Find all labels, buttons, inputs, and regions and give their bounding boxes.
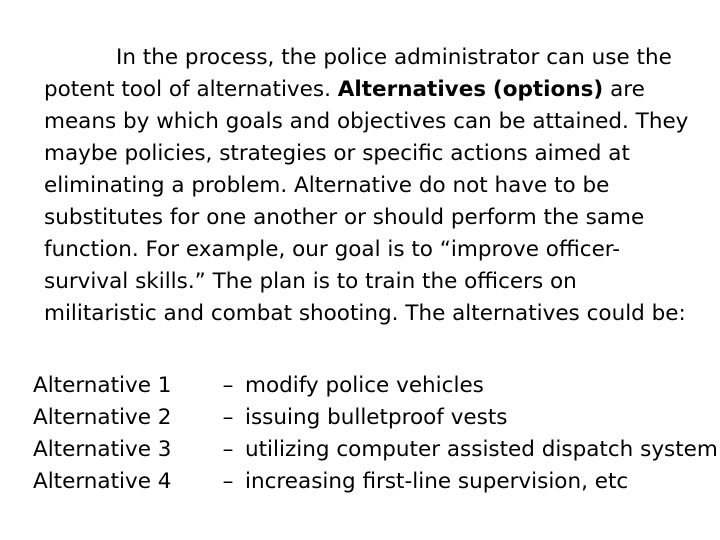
alternative-text: modify police vehicles — [245, 373, 484, 398]
alternative-item — [33, 466, 718, 498]
alternative-dash: – — [222, 405, 234, 430]
alternative-text: increasing first-line supervision, etc — [245, 469, 629, 494]
alternatives-list — [33, 370, 718, 498]
term-alternatives: Alternatives — [337, 77, 487, 102]
alternative-item — [33, 370, 718, 402]
alternative-text: issuing bulletproof vests — [245, 405, 508, 430]
alternative-label: Alternative 2 — [33, 405, 172, 430]
alternative-item — [33, 434, 718, 466]
term-options: (options) — [492, 77, 604, 102]
alternative-dash: – — [222, 469, 234, 494]
alternative-label: Alternative 4 — [33, 469, 172, 494]
paragraph-space — [486, 77, 493, 102]
alternative-label: Alternative 3 — [33, 437, 172, 462]
alternative-dash: – — [222, 373, 234, 398]
paragraph-body: are means by which goals and objectives can be attained. They maybe policies, strategies or specific actions aimed at eliminating a problem. Alternative do not have to be substitutes for one another or should perform the same function. For example, our goal is to “improve officer-survival skills.” The plan is to train the officers on militaristic and combat shooting. The alternatives could be: — [44, 77, 689, 326]
alternative-dash: – — [222, 437, 234, 462]
paragraph-intro: In the process, the police administrator can use the potent tool of alternatives. — [44, 45, 672, 102]
body-paragraph — [44, 42, 694, 330]
alternative-text: utilizing computer assisted dispatch system — [245, 437, 718, 462]
alternative-item — [33, 402, 718, 434]
alternative-label: Alternative 1 — [33, 373, 172, 398]
